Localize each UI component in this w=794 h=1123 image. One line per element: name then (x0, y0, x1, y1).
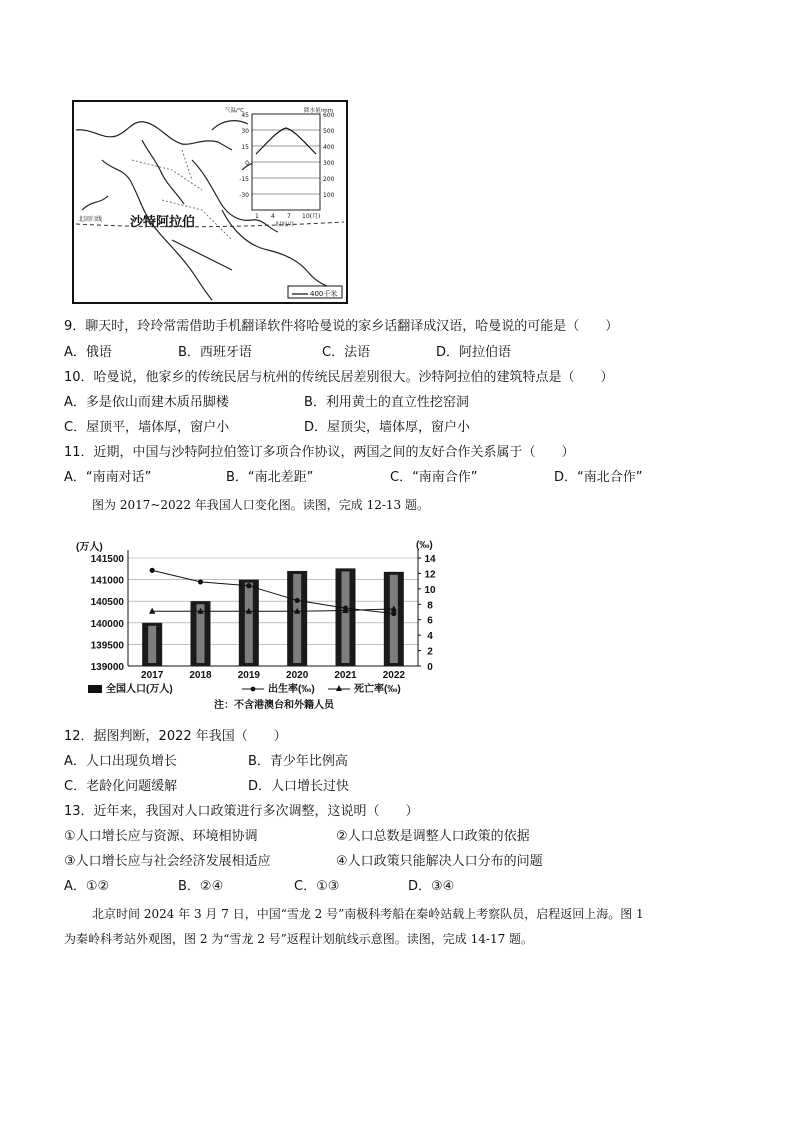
right-tick-label: 6 (427, 615, 433, 627)
q10-option-c: C．屋顶平，墙体厚，窗户小 (64, 420, 230, 435)
q13-statement-2: ②人口总数是调整人口政策的依据 (336, 829, 530, 844)
population-chart (66, 538, 456, 718)
right-tick-label: 10 (424, 584, 436, 596)
q9-option-c: C．法语 (322, 345, 371, 360)
precip-tick: 400 (323, 144, 335, 151)
right-tick-label: 0 (427, 662, 433, 673)
right-unit-label: (‰) (416, 540, 433, 551)
series-line-circle (152, 570, 394, 613)
q11-option-b: B．“南北差距” (226, 470, 314, 485)
saudi-arabia-map-figure (72, 100, 348, 304)
precip-axis-title: 降水量/mm (304, 108, 334, 114)
category-label: 2018 (189, 670, 212, 681)
q13-option-d: D．③④ (408, 879, 455, 894)
month-tick: 4 (271, 213, 275, 220)
intro-14-17-line2: 为秦岭科考站外观图，图 2 为“雪龙 2 号”返程计划航线示意图。读图，完成 14-17 题。 (64, 932, 534, 946)
month-tick: 10(月) (302, 213, 321, 220)
temp-tick: 45 (241, 112, 249, 119)
birth-rate-point (198, 579, 203, 584)
legend-death-marker (336, 685, 342, 691)
q12-option-c: C．老龄化问题缓解 (64, 779, 178, 794)
q9-stem: 9．聊天时，玲玲常需借助手机翻译软件将哈曼说的家乡话翻译成汉语，哈曼说的可能是（ ） (64, 319, 619, 334)
left-tick-label: 139500 (90, 640, 124, 652)
q13-stem: 13．近年来，我国对人口政策进行多次调整，这说明（ ） (64, 804, 419, 819)
bar-highlight (148, 626, 156, 663)
legend-label: 出生率(‰) (268, 684, 315, 695)
precip-tick: 500 (323, 128, 335, 135)
left-tick-label: 140500 (90, 597, 124, 609)
map-drawing (72, 100, 348, 304)
precip-tick: 300 (323, 160, 335, 167)
q11-stem: 11．近期，中国与沙特阿拉伯签订多项合作协议，两国之间的友好合作关系属于（ ） (64, 445, 575, 460)
q12-stem: 12．据图判断，2022 年我国（ ） (64, 729, 287, 744)
category-label: 2020 (286, 670, 309, 681)
precip-tick: 200 (323, 176, 335, 183)
tropic-label: 北回归线 (78, 216, 103, 223)
right-tick-label: 14 (424, 554, 436, 565)
q10-option-a: A．多是依山而建木质吊脚楼 (64, 395, 229, 410)
q13-statement-3: ③人口增长应与社会经济发展相适应 (64, 854, 271, 869)
scale-label: 400千米 (310, 290, 338, 298)
temp-tick: -30 (239, 192, 249, 199)
temp-tick: -15 (239, 176, 249, 183)
birth-rate-point (246, 583, 251, 588)
legend-label: 死亡率(‰) (354, 684, 401, 695)
q13-option-c: C．①③ (294, 879, 340, 894)
legend-label: 全国人口(万人) (106, 684, 173, 695)
q13-statement-1: ①人口增长应与资源、环境相协调 (64, 829, 258, 844)
q11-option-c: C．“南南合作” (390, 470, 478, 485)
temp-tick: 0 (245, 160, 249, 167)
bar-highlight (342, 571, 350, 663)
bar-highlight (390, 575, 398, 663)
intro-12-13: 图为 2017~2022 年我国人口变化图。读图，完成 12-13 题。 (92, 498, 429, 512)
left-tick-label: 141000 (90, 575, 124, 587)
month-tick: 7 (287, 213, 291, 220)
temp-axis-title: 气温/℃ (225, 108, 245, 114)
left-tick-label: 140000 (90, 618, 124, 630)
population-chart-figure (66, 538, 456, 718)
q9-option-b: B．西班牙语 (178, 345, 252, 360)
left-unit-label: (万人) (76, 542, 103, 553)
q10-stem: 10．哈曼说，他家乡的传统民居与杭州的传统民居差别很大。沙特阿拉伯的建筑特点是（ ） (64, 370, 614, 385)
q10-option-d: D．屋顶尖，墙体厚，窗户小 (304, 420, 471, 435)
chart-note: 注：不含港澳台和外籍人员 (214, 700, 334, 711)
month-tick: 1 (255, 213, 259, 220)
q12-option-b: B．青少年比例高 (248, 754, 348, 769)
q13-statement-4: ④人口政策只能解决人口分布的问题 (336, 854, 543, 869)
q9-option-a: A．俄语 (64, 345, 112, 360)
birth-rate-point (295, 598, 300, 603)
intro-14-17-line1: 北京时间 2024 年 3 月 7 日，中国“雪龙 2 号”南极科考船在秦岭站载上考察队员，启程返回上海。图 1 (92, 907, 644, 921)
legend-bar-swatch (88, 685, 102, 693)
q9-option-d: D．阿拉伯语 (436, 345, 512, 360)
category-label: 2017 (141, 670, 164, 681)
birth-rate-point (150, 568, 155, 573)
left-tick-label: 141500 (90, 554, 124, 565)
left-tick-label: 139000 (90, 662, 124, 673)
birth-rate-point (391, 611, 396, 616)
q12-option-d: D．人口增长过快 (248, 779, 350, 794)
right-tick-label: 4 (427, 631, 433, 643)
q13-option-a: A．①② (64, 879, 110, 894)
category-label: 2021 (334, 670, 357, 681)
temp-tick: 30 (241, 128, 249, 135)
category-label: 2022 (382, 670, 405, 681)
q10-option-b: B．利用黄土的直立性挖窑洞 (304, 395, 469, 410)
legend-birth-marker (251, 687, 256, 692)
right-tick-label: 2 (427, 646, 433, 658)
bar-highlight (293, 574, 301, 663)
right-tick-label: 12 (424, 569, 436, 581)
q12-option-a: A．人口出现负增长 (64, 754, 177, 769)
precip-tick: 100 (323, 192, 335, 199)
q13-option-b: B．②④ (178, 879, 224, 894)
q11-option-a: A．“南南对话” (64, 470, 152, 485)
bar-highlight (245, 583, 253, 663)
month-axis-title: 时间/月 (276, 222, 295, 228)
category-label: 2019 (237, 670, 260, 681)
temp-tick: 15 (241, 144, 249, 151)
q11-option-d: D．“南北合作” (554, 470, 643, 485)
right-tick-label: 8 (427, 600, 433, 612)
country-label: 沙特阿拉伯 (130, 215, 196, 230)
scale-bar (288, 286, 342, 298)
precip-tick: 600 (323, 112, 335, 119)
